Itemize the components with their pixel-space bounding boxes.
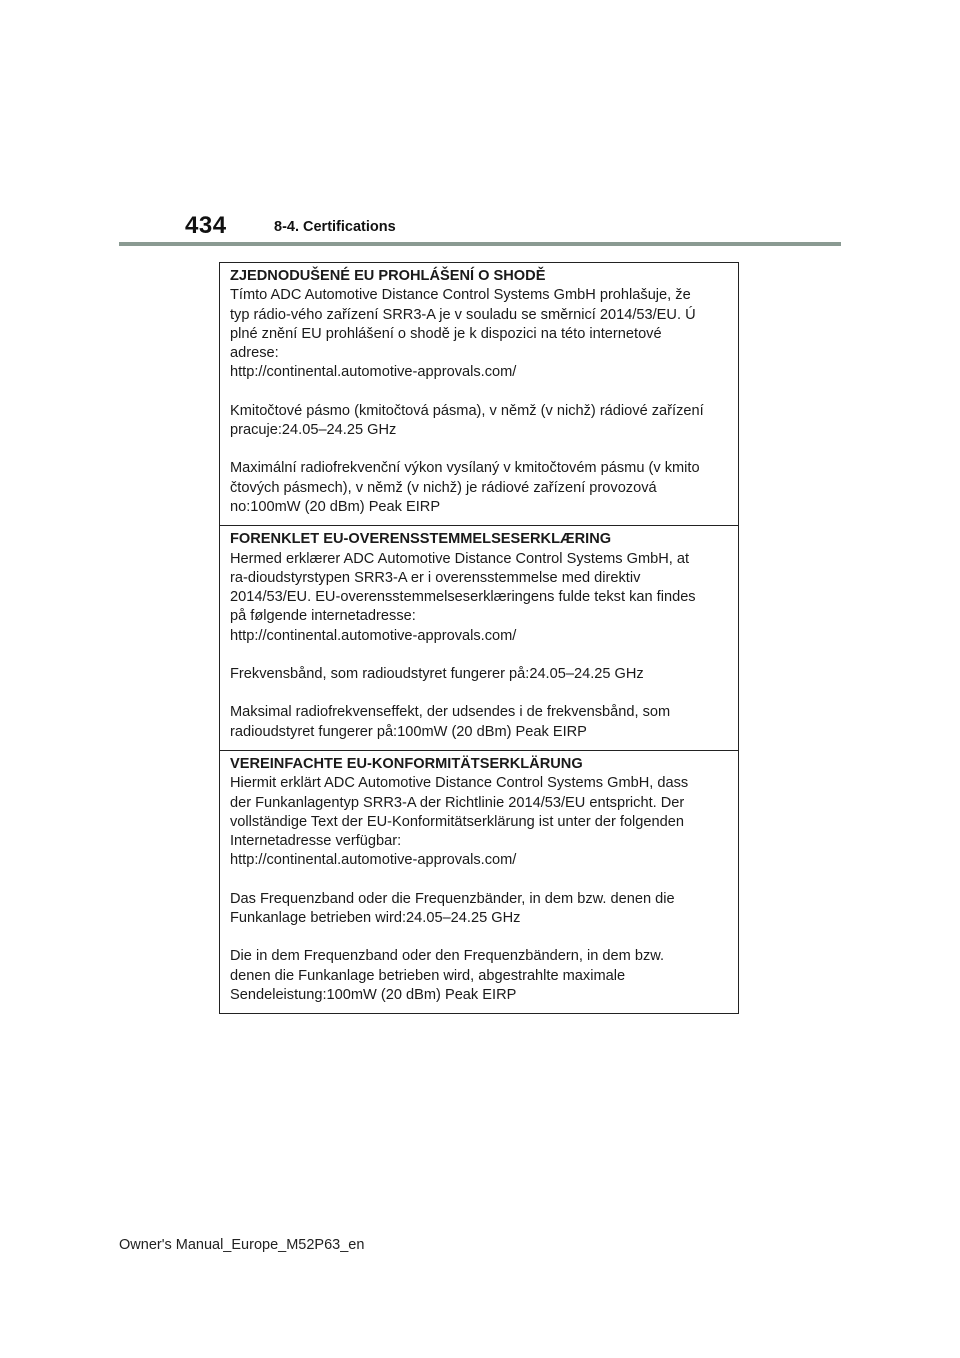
cert-block-german bbox=[220, 750, 738, 1013]
cert-paragraph bbox=[230, 286, 729, 382]
cert-paragraph bbox=[230, 402, 729, 441]
page-number: 434 bbox=[185, 212, 227, 239]
text-line: ra-dioudstyrstypen SRR3-A er i overensstemmelse med direktiv bbox=[230, 569, 641, 586]
section-title: 8-4. Certifications bbox=[274, 219, 396, 235]
text-line: Das Frequenzband oder die Frequenzbänder, in dem bzw. denen die bbox=[230, 890, 675, 907]
url-text: http://continental.automotive-approvals.com/ bbox=[230, 627, 517, 644]
cert-paragraph bbox=[230, 665, 729, 684]
text-line: Maksimal radiofrekvenseffekt, der udsendes i de frekvensbånd, som bbox=[230, 704, 671, 721]
cert-block-danish bbox=[220, 525, 738, 750]
text-line: no:100mW (20 dBm) Peak EIRP bbox=[230, 498, 441, 515]
text-line: Die in dem Frequenzband oder den Frequenzbändern, in dem bzw. bbox=[230, 948, 665, 965]
text-line: Internetadresse verfügbar: bbox=[230, 833, 402, 850]
text-line: plné znění EU prohlášení o shodě je k dispozici na této internetové bbox=[230, 325, 662, 342]
text-line: Hiermit erklärt ADC Automotive Distance Control Systems GmbH, dass bbox=[230, 775, 689, 792]
text-line: Funkanlage betrieben wird:24.05–24.25 GHz bbox=[230, 910, 521, 927]
text-line: på følgende internetadresse: bbox=[230, 608, 416, 625]
text-line: typ rádio-vého zařízení SRR3-A je v souladu se směrnicí 2014/53/EU. Ú bbox=[230, 306, 696, 323]
cert-paragraph bbox=[230, 947, 729, 1005]
url-text: http://continental.automotive-approvals.com/ bbox=[230, 852, 517, 869]
cert-heading: ZJEDNODUŠENÉ EU PROHLÁŠENÍ O SHODĚ bbox=[230, 268, 546, 284]
text-line: čtových pásmech), v němž (v nichž) je rádiové zařízení provozová bbox=[230, 479, 657, 496]
cert-paragraph bbox=[230, 550, 729, 646]
text-line: pracuje:24.05–24.25 GHz bbox=[230, 422, 397, 439]
text-line: adrese: bbox=[230, 345, 279, 362]
text-line: radioudstyret fungerer på:100mW (20 dBm) Peak EIRP bbox=[230, 723, 587, 740]
cert-paragraph bbox=[230, 890, 729, 929]
certification-table bbox=[219, 262, 739, 1014]
cert-paragraph bbox=[230, 774, 729, 870]
text-line: Frekvensbånd, som radioudstyret fungerer på:24.05–24.25 GHz bbox=[230, 666, 644, 683]
cert-paragraph bbox=[230, 703, 729, 742]
text-line: Maximální radiofrekvenční výkon vysílaný v kmitočtovém pásmu (v kmito bbox=[230, 460, 700, 477]
footer-text: Owner's Manual_Europe_M52P63_en bbox=[119, 1237, 365, 1253]
header-divider bbox=[119, 242, 841, 246]
text-line: vollständige Text der EU-Konformitätserklärung ist unter der folgenden bbox=[230, 813, 685, 830]
text-line: denen die Funkanlage betrieben wird, abgestrahlte maximale bbox=[230, 967, 626, 984]
text-line: 2014/53/EU. EU-overensstemmelseserklæringens fulde tekst kan findes bbox=[230, 589, 696, 606]
cert-block-czech bbox=[220, 263, 738, 525]
text-line: Hermed erklærer ADC Automotive Distance Control Systems GmbH, at bbox=[230, 550, 690, 567]
text-line: Sendeleistung:100mW (20 dBm) Peak EIRP bbox=[230, 986, 517, 1003]
cert-heading: FORENKLET EU-OVERENSSTEMMELSESERKLÆRING bbox=[230, 531, 612, 548]
text-line: der Funkanlagentyp SRR3-A der Richtlinie 2014/53/EU entspricht. Der bbox=[230, 794, 685, 811]
text-line: Tímto ADC Automotive Distance Control Systems GmbH prohlašuje, že bbox=[230, 287, 691, 304]
cert-paragraph bbox=[230, 459, 729, 517]
text-line: Kmitočtové pásmo (kmitočtová pásma), v němž (v nichž) rádiové zařízení bbox=[230, 402, 704, 419]
cert-heading: VEREINFACHTE EU-KONFORMITÄTSERKLÄRUNG bbox=[230, 755, 583, 772]
url-text: http://continental.automotive-approvals.com/ bbox=[230, 364, 517, 381]
